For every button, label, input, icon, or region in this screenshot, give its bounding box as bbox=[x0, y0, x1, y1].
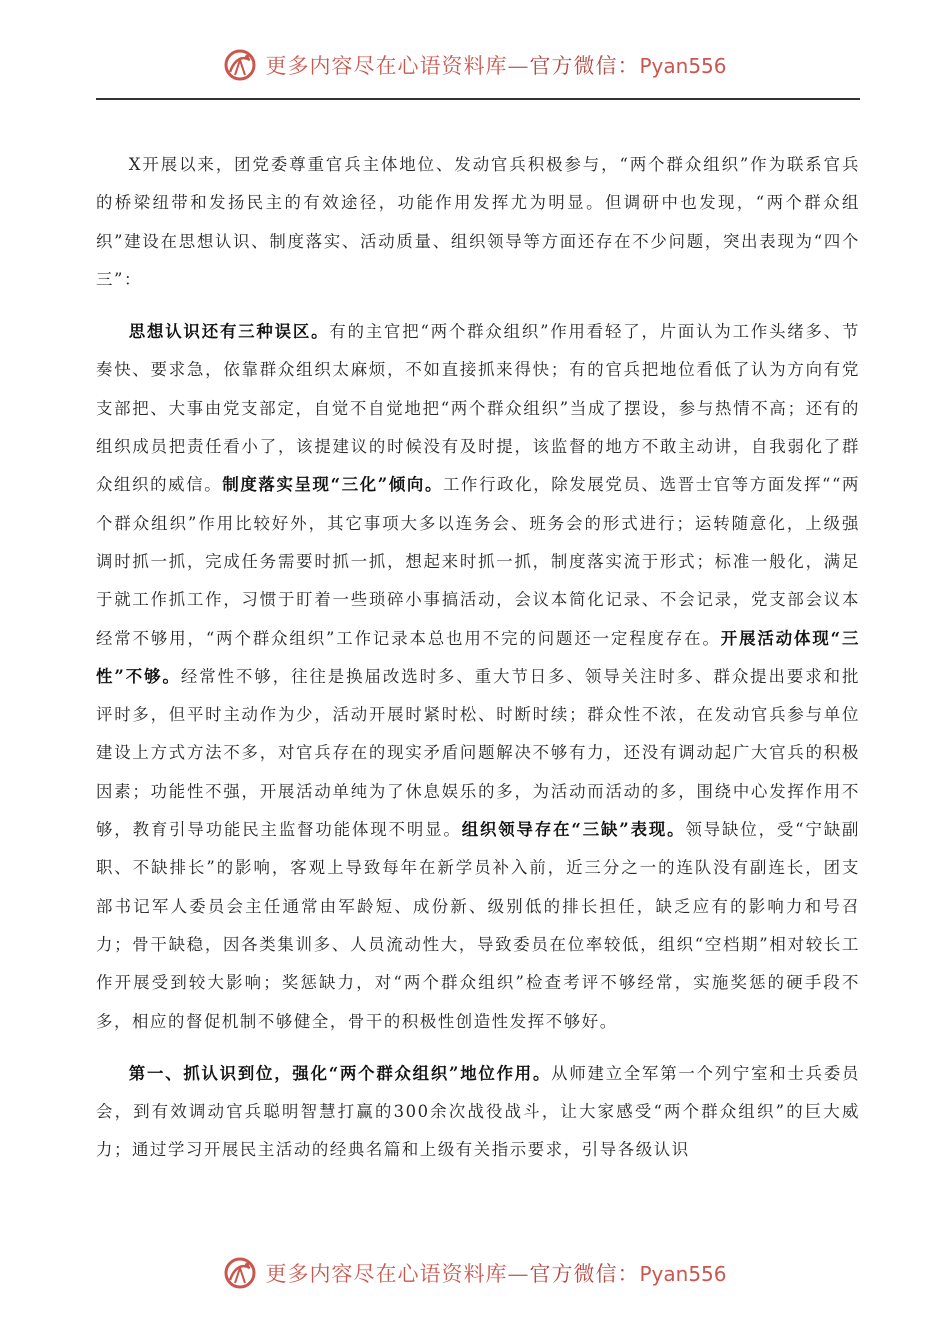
problem-heading-1: 思想认识还有三种误区。 bbox=[128, 322, 330, 342]
measure-heading-1: 第一、抓认识到位，强化“两个群众组织”地位作用。 bbox=[128, 1063, 552, 1083]
problem-heading-4: 组织领导存在“三缺”表现。 bbox=[461, 820, 686, 840]
header-brand: 更多内容尽在心语资料库 bbox=[265, 54, 508, 78]
footer-brand: 更多内容尽在心语资料库 bbox=[265, 1262, 508, 1286]
header-text bbox=[265, 50, 726, 80]
header-separator: — bbox=[507, 54, 530, 78]
intro-paragraph: X开展以来，团党委尊重官兵主体地位、发动官兵积极参与，“两个群众组织”作为联系官兵的桥梁纽带和发扬民主的有效途径，功能作用发挥尤为明显。但调研中也发现，“两个群众组织”建设在思想认识、制度落实、活动质量、组织领导等方面还存在不少问题，突出表现为“四个三”： bbox=[96, 155, 860, 289]
seal-logo-icon bbox=[223, 1256, 257, 1290]
problem-text-3: 经常性不够，往往是换届改选时多、重大节日多、领导关注时多、群众提出要求和批评时多，但平时主动作为少，活动开展时紧时松、时断时续；群众性不浓，在发动官兵参与单位建设上方式方法不多，对官兵存在的现实矛盾问题解决不够有力，还没有调动起广大官兵的积极因素；功能性不强，开展活动单纯为了休息娱乐的多，为活动而活动的多，围绕中心发挥作用不够，教育引导功能民主监督功能体现不明显。 bbox=[96, 666, 860, 840]
footer-wechat-id: Pyan556 bbox=[639, 1262, 727, 1286]
document-body bbox=[96, 146, 860, 1184]
problem-text-1: 有的主官把“两个群众组织”作用看轻了，片面认为工作头绪多、节奏快、要求急，依靠群众组织太麻烦，不如直接抓来得快；有的官兵把地位看低了认为方向有党支部把、大事由党支部定，自觉不自觉地把“两个群众组织”当成了摆设，参与热情不高；还有的组织成员把责任看小了，该提建议的时候没有及时提，该监督的地方不敢主动讲，自我弱化了群众组织的威信。 bbox=[96, 322, 860, 495]
problem-heading-3: 开展活动体现“三性”不够。 bbox=[96, 628, 860, 686]
footer-separator: — bbox=[507, 1262, 530, 1286]
seal-logo-icon bbox=[223, 48, 257, 82]
page-header bbox=[0, 40, 950, 90]
header-wechat-label: 官方微信： bbox=[529, 54, 640, 78]
problem-text-4: 领导缺位，受“宁缺副职、不缺排长”的影响，客观上导致每年在新学员补入前，近三分之一的连队没有副连长，团支部书记军人委员会主任通常由军龄短、成份新、级别低的排长担任，缺乏应有的影响力和号召力；骨干缺稳，因各类集训多、人员流动性大，导致委员在位率较低，组织“空档期”相对较长工作开展受到较大影响；奖惩缺力，对“两个群众组织”检查考评不够经常，实施奖惩的硬手段不多，相应的督促机制不够健全，骨干的积极性创造性发挥不够好。 bbox=[96, 820, 861, 1031]
header-divider bbox=[96, 98, 860, 100]
problems-paragraph bbox=[96, 313, 860, 1041]
measures-paragraph bbox=[96, 1055, 860, 1170]
measure-text-1: 从师建立全军第一个列宁室和士兵委员会，到有效调动官兵聪明智慧打赢的300余次战役战斗，让大家感受“两个群众组织”的巨大威力；通过学习开展民主活动的经典名篇和上级有关指示要求，引导各级认识 bbox=[96, 1063, 860, 1160]
header-wechat-id: Pyan556 bbox=[639, 54, 727, 78]
problem-text-2: 工作行政化，除发展党员、选晋士官等方面发挥““两个群众组织”作用比较好外，其它事项大多以连务会、班务会的形式进行；运转随意化，上级强调时抓一抓，完成任务需要时抓一抓，想起来时抓一抓，制度落实流于形式；标准一般化，满足于就工作抓工作，习惯于盯着一些琐碎小事搞活动，会议本简化记录、不会记录，党支部会议本经常不够用，“两个群众组织”工作记录本总也用不完的问题还一定程度存在。 bbox=[96, 475, 860, 648]
footer-wechat-label: 官方微信： bbox=[529, 1262, 640, 1286]
page-footer bbox=[0, 1248, 950, 1298]
problem-heading-2: 制度落实呈现“三化”倾向。 bbox=[222, 475, 444, 495]
footer-text bbox=[265, 1258, 726, 1288]
